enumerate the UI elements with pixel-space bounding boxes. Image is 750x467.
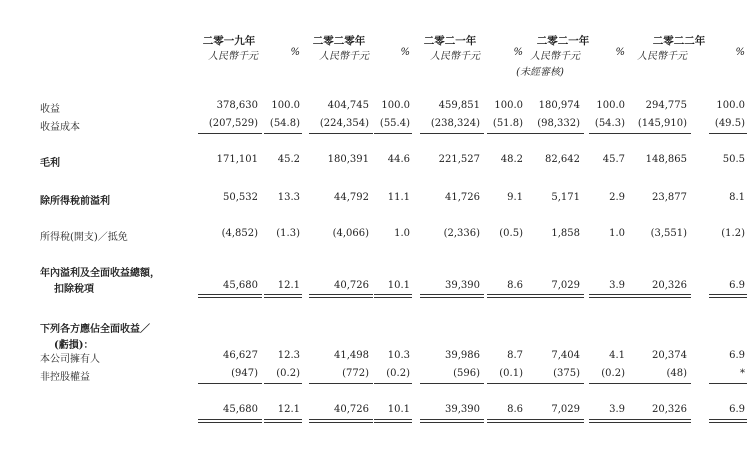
cell-amount: 40,726 xyxy=(334,404,369,415)
cell-pct: 44.6 xyxy=(387,154,410,165)
cell-pct: 100.0 xyxy=(716,100,745,111)
cell-amount: 7,029 xyxy=(551,280,580,291)
cell-amount: 1,858 xyxy=(551,228,580,239)
rule-single xyxy=(264,383,302,384)
cell-pct: 6.9 xyxy=(729,280,745,291)
cell-pct: 12.1 xyxy=(277,404,300,415)
rule-double xyxy=(264,419,302,423)
row-label: 本公司擁有人 xyxy=(40,354,100,365)
row-label: 收益 xyxy=(40,104,60,115)
cell-amount: 5,171 xyxy=(551,192,580,203)
cell-amount: 41,498 xyxy=(334,350,369,361)
cell-pct: 9.1 xyxy=(507,192,523,203)
rule-double xyxy=(709,294,747,298)
cell-pct: (0.1) xyxy=(499,368,523,379)
rule-double xyxy=(589,419,627,423)
column-pct-unit: % xyxy=(615,47,625,58)
cell-amount: 20,326 xyxy=(652,280,687,291)
cell-pct: 2.9 xyxy=(609,192,625,203)
rule-single xyxy=(198,383,262,384)
cell-pct: 48.2 xyxy=(500,154,523,165)
cell-amount: 180,974 xyxy=(538,100,580,111)
cell-amount: 50,532 xyxy=(223,192,258,203)
column-pct-unit: % xyxy=(513,47,523,58)
column-amount-unit: 人民幣千元 xyxy=(208,51,258,62)
cell-amount: 7,404 xyxy=(551,350,580,361)
cell-amount: 39,986 xyxy=(445,350,480,361)
cell-pct: 10.1 xyxy=(387,404,410,415)
rule-double xyxy=(709,419,747,423)
cell-pct: 6.9 xyxy=(729,404,745,415)
cell-pct: 45.2 xyxy=(277,154,300,165)
cell-pct: (0.2) xyxy=(386,368,410,379)
rule-double xyxy=(520,419,584,423)
rule-single xyxy=(627,383,691,384)
row-label: 所得稅(開支)／抵免 xyxy=(40,232,128,243)
cell-amount: (48) xyxy=(666,368,687,379)
cell-pct: 1.0 xyxy=(394,228,410,239)
cell-amount: 45,680 xyxy=(223,404,258,415)
cell-amount: (3,551) xyxy=(650,228,687,239)
cell-amount: (98,332) xyxy=(537,118,580,129)
cell-pct: 10.3 xyxy=(387,350,410,361)
rule-double xyxy=(420,419,484,423)
column-year: 二零二二年 xyxy=(652,35,706,47)
cell-amount: 171,101 xyxy=(216,154,258,165)
rule-single xyxy=(709,133,747,134)
cell-pct: 100.0 xyxy=(271,100,300,111)
cell-amount: 459,851 xyxy=(438,100,480,111)
rule-single xyxy=(520,383,584,384)
rule-single xyxy=(264,133,302,134)
cell-amount: 39,390 xyxy=(445,404,480,415)
cell-pct: 8.7 xyxy=(507,350,523,361)
column-amount-unit: 人民幣千元 xyxy=(530,51,580,62)
column-pct-unit: % xyxy=(400,47,410,58)
cell-pct: 100.0 xyxy=(381,100,410,111)
rule-single xyxy=(520,133,584,134)
cell-pct: 3.9 xyxy=(609,404,625,415)
cell-pct: 6.9 xyxy=(729,350,745,361)
column-year: 二零二一年 xyxy=(536,35,590,47)
cell-pct: 8.1 xyxy=(729,192,745,203)
cell-amount: (947) xyxy=(231,368,258,379)
cell-pct: 8.6 xyxy=(507,404,523,415)
cell-amount: (4,066) xyxy=(332,228,369,239)
cell-amount: 23,877 xyxy=(652,192,687,203)
rule-single xyxy=(198,133,262,134)
column-year: 二零二一年 xyxy=(423,35,477,47)
cell-amount: (4,852) xyxy=(221,228,258,239)
column-amount-unit: 人民幣千元 xyxy=(637,51,687,62)
cell-pct: (1.2) xyxy=(721,228,745,239)
column-note: (未經審核) xyxy=(516,67,564,78)
cell-pct: 13.3 xyxy=(277,192,300,203)
cell-amount: 221,527 xyxy=(438,154,480,165)
cell-amount: 294,775 xyxy=(645,100,687,111)
cell-pct: (54.3) xyxy=(594,118,625,129)
cell-pct: (0.2) xyxy=(601,368,625,379)
cell-amount: 7,029 xyxy=(551,404,580,415)
rule-single xyxy=(627,133,691,134)
cell-amount: (596) xyxy=(453,368,480,379)
cell-amount: (224,354) xyxy=(319,118,369,129)
column-amount-unit: 人民幣千元 xyxy=(430,51,480,62)
rule-double xyxy=(309,294,373,298)
row-label: 非控股權益 xyxy=(40,372,90,383)
row-label: 下列各方應佔全面收益／ xyxy=(40,324,150,335)
row-label: 年內溢利及全面收益總額， xyxy=(40,268,160,279)
rule-single xyxy=(709,383,747,384)
cell-pct: (51.8) xyxy=(492,118,523,129)
cell-amount: 45,680 xyxy=(223,280,258,291)
cell-pct: 100.0 xyxy=(494,100,523,111)
cell-amount: 378,630 xyxy=(216,100,258,111)
rule-double xyxy=(198,294,262,298)
rule-single xyxy=(374,133,412,134)
cell-amount: (207,529) xyxy=(208,118,258,129)
cell-amount: 44,792 xyxy=(334,192,369,203)
cell-pct: 4.1 xyxy=(609,350,625,361)
cell-amount: 148,865 xyxy=(645,154,687,165)
cell-pct: * xyxy=(740,368,745,379)
cell-pct: (54.8) xyxy=(269,118,300,129)
column-amount-unit: 人民幣千元 xyxy=(319,51,369,62)
rule-double xyxy=(520,294,584,298)
cell-amount: 180,391 xyxy=(327,154,369,165)
cell-pct: (55.4) xyxy=(379,118,410,129)
rule-double xyxy=(264,294,302,298)
cell-amount: (772) xyxy=(342,368,369,379)
cell-pct: (49.5) xyxy=(714,118,745,129)
cell-amount: 20,374 xyxy=(652,350,687,361)
cell-amount: (375) xyxy=(553,368,580,379)
rule-double xyxy=(627,419,691,423)
rule-double xyxy=(589,294,627,298)
row-label: 毛利 xyxy=(40,158,60,169)
rule-single xyxy=(309,383,373,384)
column-pct-unit: % xyxy=(735,47,745,58)
rule-double xyxy=(420,294,484,298)
row-label-cont: 扣除稅項 xyxy=(54,284,94,295)
cell-pct: 100.0 xyxy=(596,100,625,111)
cell-pct: 1.0 xyxy=(609,228,625,239)
rule-single xyxy=(420,383,484,384)
cell-amount: (2,336) xyxy=(443,228,480,239)
cell-amount: 82,642 xyxy=(545,154,580,165)
cell-pct: 8.6 xyxy=(507,280,523,291)
cell-amount: (238,324) xyxy=(430,118,480,129)
cell-amount: 46,627 xyxy=(223,350,258,361)
column-year: 二零二零年 xyxy=(312,35,366,47)
rule-single xyxy=(309,133,373,134)
cell-pct: 10.1 xyxy=(387,280,410,291)
cell-pct: 50.5 xyxy=(722,154,745,165)
rule-double xyxy=(198,419,262,423)
cell-pct: (1.3) xyxy=(276,228,300,239)
rule-double xyxy=(374,294,412,298)
cell-amount: 40,726 xyxy=(334,280,369,291)
cell-amount: 41,726 xyxy=(445,192,480,203)
cell-pct: 12.3 xyxy=(277,350,300,361)
cell-amount: 39,390 xyxy=(445,280,480,291)
rule-double xyxy=(374,419,412,423)
rule-double xyxy=(309,419,373,423)
rule-single xyxy=(589,133,627,134)
cell-pct: 3.9 xyxy=(609,280,625,291)
row-label-cont: (虧損)： xyxy=(54,340,94,351)
rule-single xyxy=(420,133,484,134)
rule-double xyxy=(627,294,691,298)
cell-amount: 20,326 xyxy=(652,404,687,415)
cell-pct: (0.2) xyxy=(276,368,300,379)
column-year: 二零一九年 xyxy=(202,35,256,47)
cell-pct: 11.1 xyxy=(387,192,410,203)
column-pct-unit: % xyxy=(290,47,300,58)
row-label: 除所得稅前溢利 xyxy=(40,196,110,207)
cell-amount: 404,745 xyxy=(327,100,369,111)
cell-pct: (0.5) xyxy=(499,228,523,239)
row-label: 收益成本 xyxy=(40,122,80,133)
rule-single xyxy=(589,383,627,384)
cell-pct: 12.1 xyxy=(277,280,300,291)
cell-pct: 45.7 xyxy=(602,154,625,165)
cell-amount: (145,910) xyxy=(637,118,687,129)
rule-single xyxy=(374,383,412,384)
